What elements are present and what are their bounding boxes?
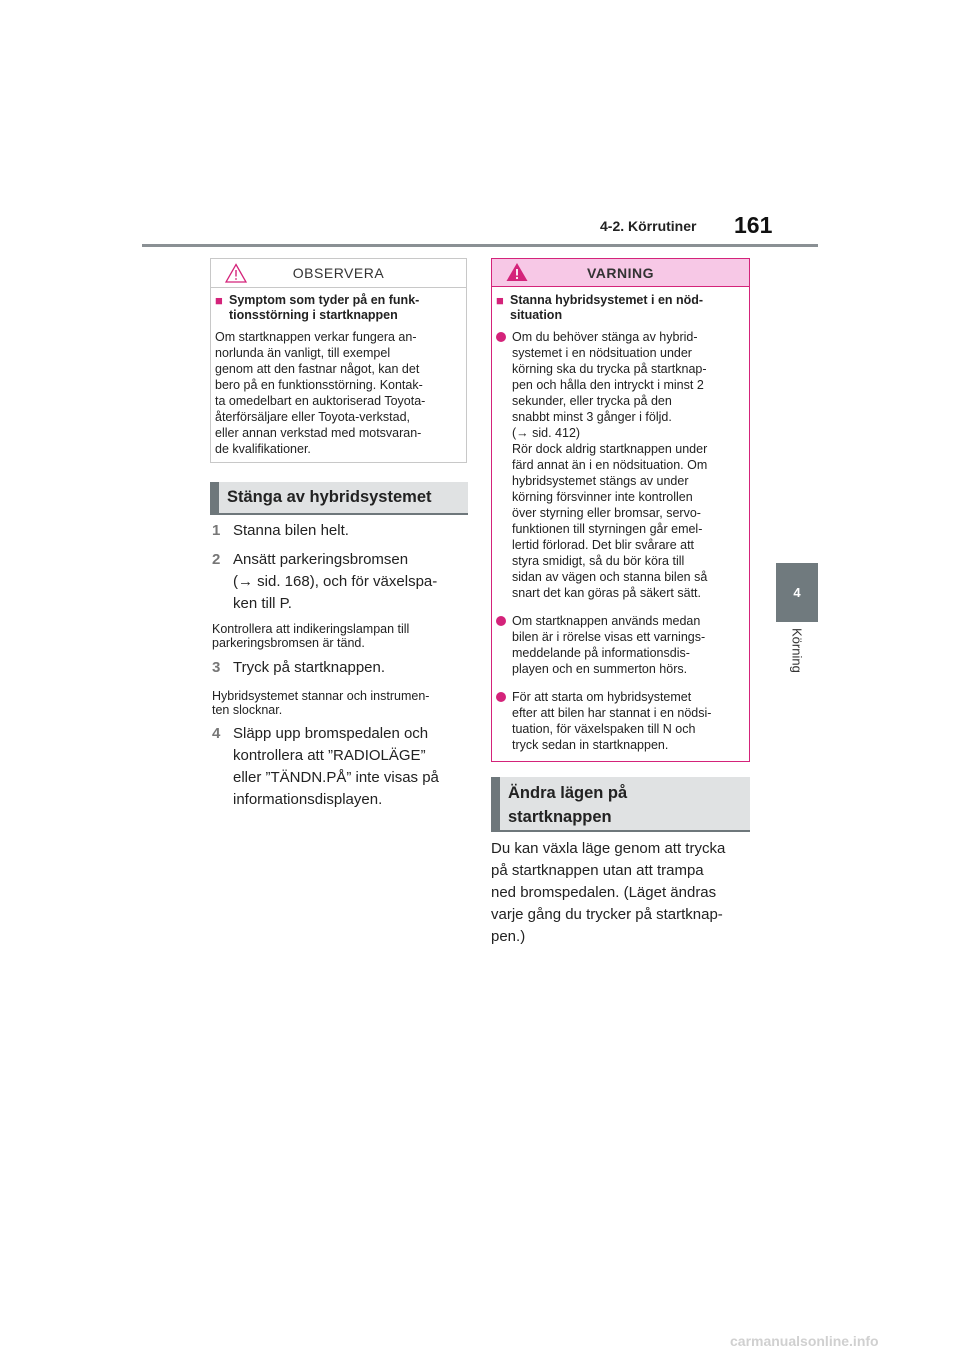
step-text: Ansätt parkeringsbromsen (→ sid. 168), och för växelspa- ken till P. (233, 551, 438, 612)
step-2-note: Kontrollera att indikeringslampan till parkeringsbromsen är tänd. (212, 622, 410, 650)
circle-bullet-icon (496, 332, 506, 342)
warning-triangle-icon (225, 263, 247, 283)
step-3-note: Hybridsystemet stannar och instrumen- ten slocknar. (212, 689, 430, 717)
step-text: Stanna bilen helt. (233, 522, 349, 539)
step-3 (212, 657, 385, 679)
step-2 (212, 549, 437, 615)
step-text: Tryck på startknappen. (233, 659, 386, 676)
caution-header (211, 259, 466, 287)
heading-stop-hybrid-system: Stänga av hybridsystemet (210, 482, 468, 515)
step-number: 4 (212, 725, 221, 742)
heading-change-start-button-modes: Ändra lägen på startknappen (491, 777, 750, 832)
warning-divider (492, 286, 749, 287)
warning-bullet-3 (496, 689, 711, 753)
caution-heading-text: Symptom som tyder på en funk- tionsstörning i startknappen (229, 293, 420, 322)
warning-heading (496, 293, 703, 323)
caution-box (210, 258, 467, 463)
square-bullet-icon: ■ (496, 293, 504, 308)
warning-box (491, 258, 750, 762)
circle-bullet-icon (496, 692, 506, 702)
modes-body: Du kan växla läge genom att trycka på startknappen utan att trampa ned bromspedalen. (Läget ändras varje gång du trycker på startknap- pen.) (491, 840, 726, 945)
step-number: 1 (212, 522, 221, 539)
caution-title: OBSERVERA (292, 265, 385, 281)
warning-bullet-2 (496, 613, 705, 677)
warning-bullet-text: Om startknappen används medan bilen är i rörelse visas ett varnings- meddelande på informationsdis- playen och en summerton hörs. (512, 614, 706, 676)
step-text: Släpp upp bromspedalen och kontrollera att ”RADIOLÄGE” eller ”TÄNDN.PÅ” inte visas på informationsdisplayen. (233, 725, 439, 808)
chapter-tab: 4 (776, 563, 818, 622)
chapter-label-text: Körning (789, 628, 805, 673)
watermark: carmanualsonline.info (730, 1333, 879, 1349)
step-number: 2 (212, 551, 221, 568)
warning-bullet-text: För att starta om hybridsystemet efter att bilen har stannat i en nödsi- tuation, för växelspaken till N och tryck sedan in startknappen. (512, 690, 712, 752)
warning-triangle-filled-icon (506, 262, 528, 282)
warning-heading-text: Stanna hybridsystemet i en nöd- situation (510, 293, 704, 322)
caution-body: Om startknappen verkar fungera an- norlunda än vanligt, till exempel genom att den fastnar något, kan det bero på en funktionsstörning. Kontak- ta omedelbart en auktoriserad Toyota- återförsäljare eller Toyota-verkstad, eller annan verkstad med motsvaran- de kvalifikationer. (215, 330, 426, 456)
square-bullet-icon: ■ (215, 293, 223, 308)
caution-divider (211, 287, 466, 288)
step-4 (212, 723, 439, 811)
step-1 (212, 520, 349, 542)
step-number: 3 (212, 659, 221, 676)
warning-bullet-text: Om du behöver stänga av hybrid- systemet i en nödsituation under körning ska du trycka på startknap- pen och hålla den intryckt i minst 2 sekunder, eller trycka på den snabbt minst 3 gånger i följd. (→ sid. 412) Rör dock aldrig startknappen under färd annat än i en nödsituation. Om hybridsystemet stängs av under körning försvinner inte kontrollen över styrning eller bromsar, servo- funktionen till styrningen går emel- lertid förlorad. Det blir svårare att styra smidigt, så du bör köra till sidan av vägen och stanna bilen så snart det kan göras på säkert sätt. (512, 330, 708, 600)
page-number: 161 (734, 212, 773, 238)
chapter-label (776, 628, 818, 692)
header-rule (142, 244, 818, 247)
warning-bullet-1 (496, 329, 707, 601)
section-title: 4-2. Körrutiner (600, 218, 697, 234)
circle-bullet-icon (496, 616, 506, 626)
warning-header (492, 259, 749, 286)
caution-heading (215, 293, 419, 323)
warning-title: VARNING (586, 264, 655, 281)
